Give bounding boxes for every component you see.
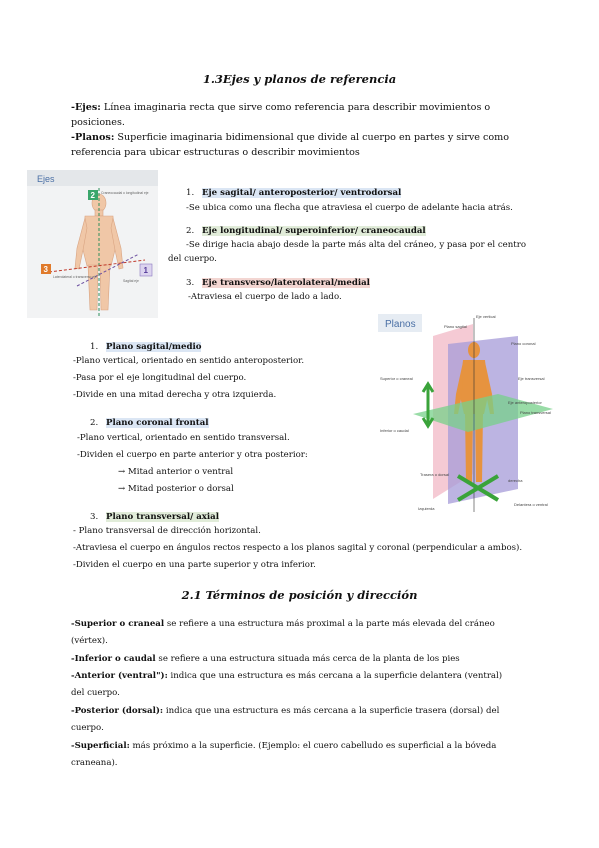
section-title: 1.3Ejes y planos de referencia bbox=[202, 72, 397, 86]
plane-item-2-line: -Dividen el cuerpo en parte anterior y otra posterior: bbox=[77, 450, 308, 460]
label-transverse: Laterolateral o transverso eje bbox=[53, 275, 97, 279]
plane-item-1-line: -Divide en una mitad derecha y otra izquierda. bbox=[73, 390, 277, 400]
label-plano-transversal: Plano transversal bbox=[520, 410, 551, 415]
label-sagittal: Sagital eje bbox=[123, 279, 139, 283]
plane-item-1-title: 1. Plano sagital/medio bbox=[90, 342, 202, 352]
plane-item-2-title: 2. Plano coronal frontal bbox=[90, 418, 209, 428]
plane-item-3-line: -Atraviesa el cuerpo en ángulos rectos respecto a los planos sagital y coronal (perpendicular a ambos). bbox=[73, 543, 523, 553]
axis-item-3-text: -Atraviesa el cuerpo de lado a lado. bbox=[188, 292, 342, 302]
term-superior-cont: (vértex). bbox=[71, 636, 108, 646]
label-delantera: Delantera o ventral bbox=[514, 502, 548, 507]
label-trasera: Trasera o dorsal bbox=[420, 472, 449, 477]
term-anterior-cont: del cuerpo. bbox=[71, 688, 120, 698]
term-posterior: -Posterior (dorsal): indica que una estructura es más cercana a la superficie trasera (dorsal) del bbox=[71, 706, 500, 716]
section-2-title: 2.1 Términos de posición y dirección bbox=[181, 588, 418, 602]
plane-item-2-line: → Mitad anterior o ventral bbox=[118, 467, 234, 477]
label-derecha: derecha bbox=[508, 478, 523, 483]
axis-item-3-title: 3. Eje transverso/laterolateral/medial bbox=[186, 278, 370, 288]
term-inferior: -Inferior o caudal se refiere a una estructura situada más cerca de la planta de los pies bbox=[71, 654, 460, 664]
term-anterior: -Anterior (ventral"): indica que una estructura es más cercana a la superficie delantera (ventral) bbox=[71, 671, 503, 681]
label-izquierda: Izquierda bbox=[418, 506, 435, 511]
term-superficial: -Superficial: más próximo a la superficie. (Ejemplo: el cuero cabelludo es superficial a la bóveda bbox=[71, 741, 497, 751]
label-inferior: Inferior o caudal bbox=[380, 428, 409, 433]
label-longitudinal: Craneocaudal o longitudinal eje bbox=[101, 191, 149, 195]
label-eje-transversal: Eje transversal bbox=[518, 376, 545, 381]
svg-text:1: 1 bbox=[143, 266, 148, 275]
term-superior: -Superior o craneal se refiere a una estructura más proximal a la parte más elevada del cráneo bbox=[71, 619, 495, 629]
label-plano-coronal: Plano coronal bbox=[511, 341, 536, 346]
axis-item-2-title: 2. Eje longitudinal/ superoinferior/ craneocaudal bbox=[186, 226, 426, 236]
ejes-text: Línea imaginaria recta que sirve como referencia para describir movimientos o bbox=[100, 102, 491, 113]
plane-item-1-line: -Pasa por el eje longitudinal del cuerpo. bbox=[73, 373, 247, 383]
axes-figure-title: Ejes bbox=[37, 174, 55, 184]
vertical-arrow bbox=[423, 384, 433, 426]
plane-item-3-line: - Plano transversal de dirección horizontal. bbox=[73, 526, 261, 536]
svg-text:2: 2 bbox=[90, 191, 95, 200]
axis-item-2-text-cont: del cuerpo. bbox=[168, 254, 217, 264]
label-superior: Superior o craneal bbox=[380, 376, 413, 381]
planes-figure-title: Planos bbox=[385, 319, 416, 330]
term-superficial-cont: craneana). bbox=[71, 758, 118, 768]
svg-text:3: 3 bbox=[43, 265, 48, 274]
plane-item-2-line: -Plano vertical, orientado en sentido transversal. bbox=[77, 433, 290, 443]
ejes-term: -Ejes: bbox=[71, 102, 101, 113]
planos-definition-cont: referencia para ubicar estructuras o describir movimientos bbox=[71, 147, 360, 158]
planes-illustration bbox=[378, 314, 560, 514]
axes-figure bbox=[27, 170, 158, 318]
ejes-definition-cont: posiciones. bbox=[71, 117, 125, 128]
planos-definition bbox=[71, 130, 509, 145]
ejes-definition bbox=[71, 100, 490, 115]
axis-item-2-text: -Se dirige hacia abajo desde la parte más alta del cráneo, y pasa por el centro bbox=[186, 240, 527, 250]
plane-item-2-line: → Mitad posterior o dorsal bbox=[118, 484, 234, 494]
axis-item-1-title: 1. Eje sagital/ anteroposterior/ ventrodorsal bbox=[186, 188, 402, 198]
planos-text: Superficie imaginaria bidimensional que divide al cuerpo en partes y sirve como bbox=[114, 132, 510, 143]
human-figure bbox=[75, 194, 123, 310]
axes-illustration bbox=[27, 170, 158, 318]
plane-item-3-title: 3. Plano transversal/ axial bbox=[90, 512, 219, 522]
plane-item-1-line: -Plano vertical, orientado en sentido anteroposterior. bbox=[73, 356, 305, 366]
axis-item-1-text: -Se ubica como una flecha que atraviesa el cuerpo de adelante hacia atrás. bbox=[186, 203, 513, 213]
planos-term: -Planos: bbox=[71, 132, 115, 143]
plane-item-3-line: -Dividen el cuerpo en una parte superior y otra inferior. bbox=[73, 560, 316, 570]
label-plano-sagital: Plano sagital bbox=[444, 324, 467, 329]
term-posterior-cont: cuerpo. bbox=[71, 723, 104, 733]
planes-figure bbox=[378, 314, 560, 514]
label-eje-anteroposterior: Eje anteroposterior bbox=[508, 400, 542, 405]
label-eje-vertical: Eje vertical bbox=[476, 314, 496, 319]
